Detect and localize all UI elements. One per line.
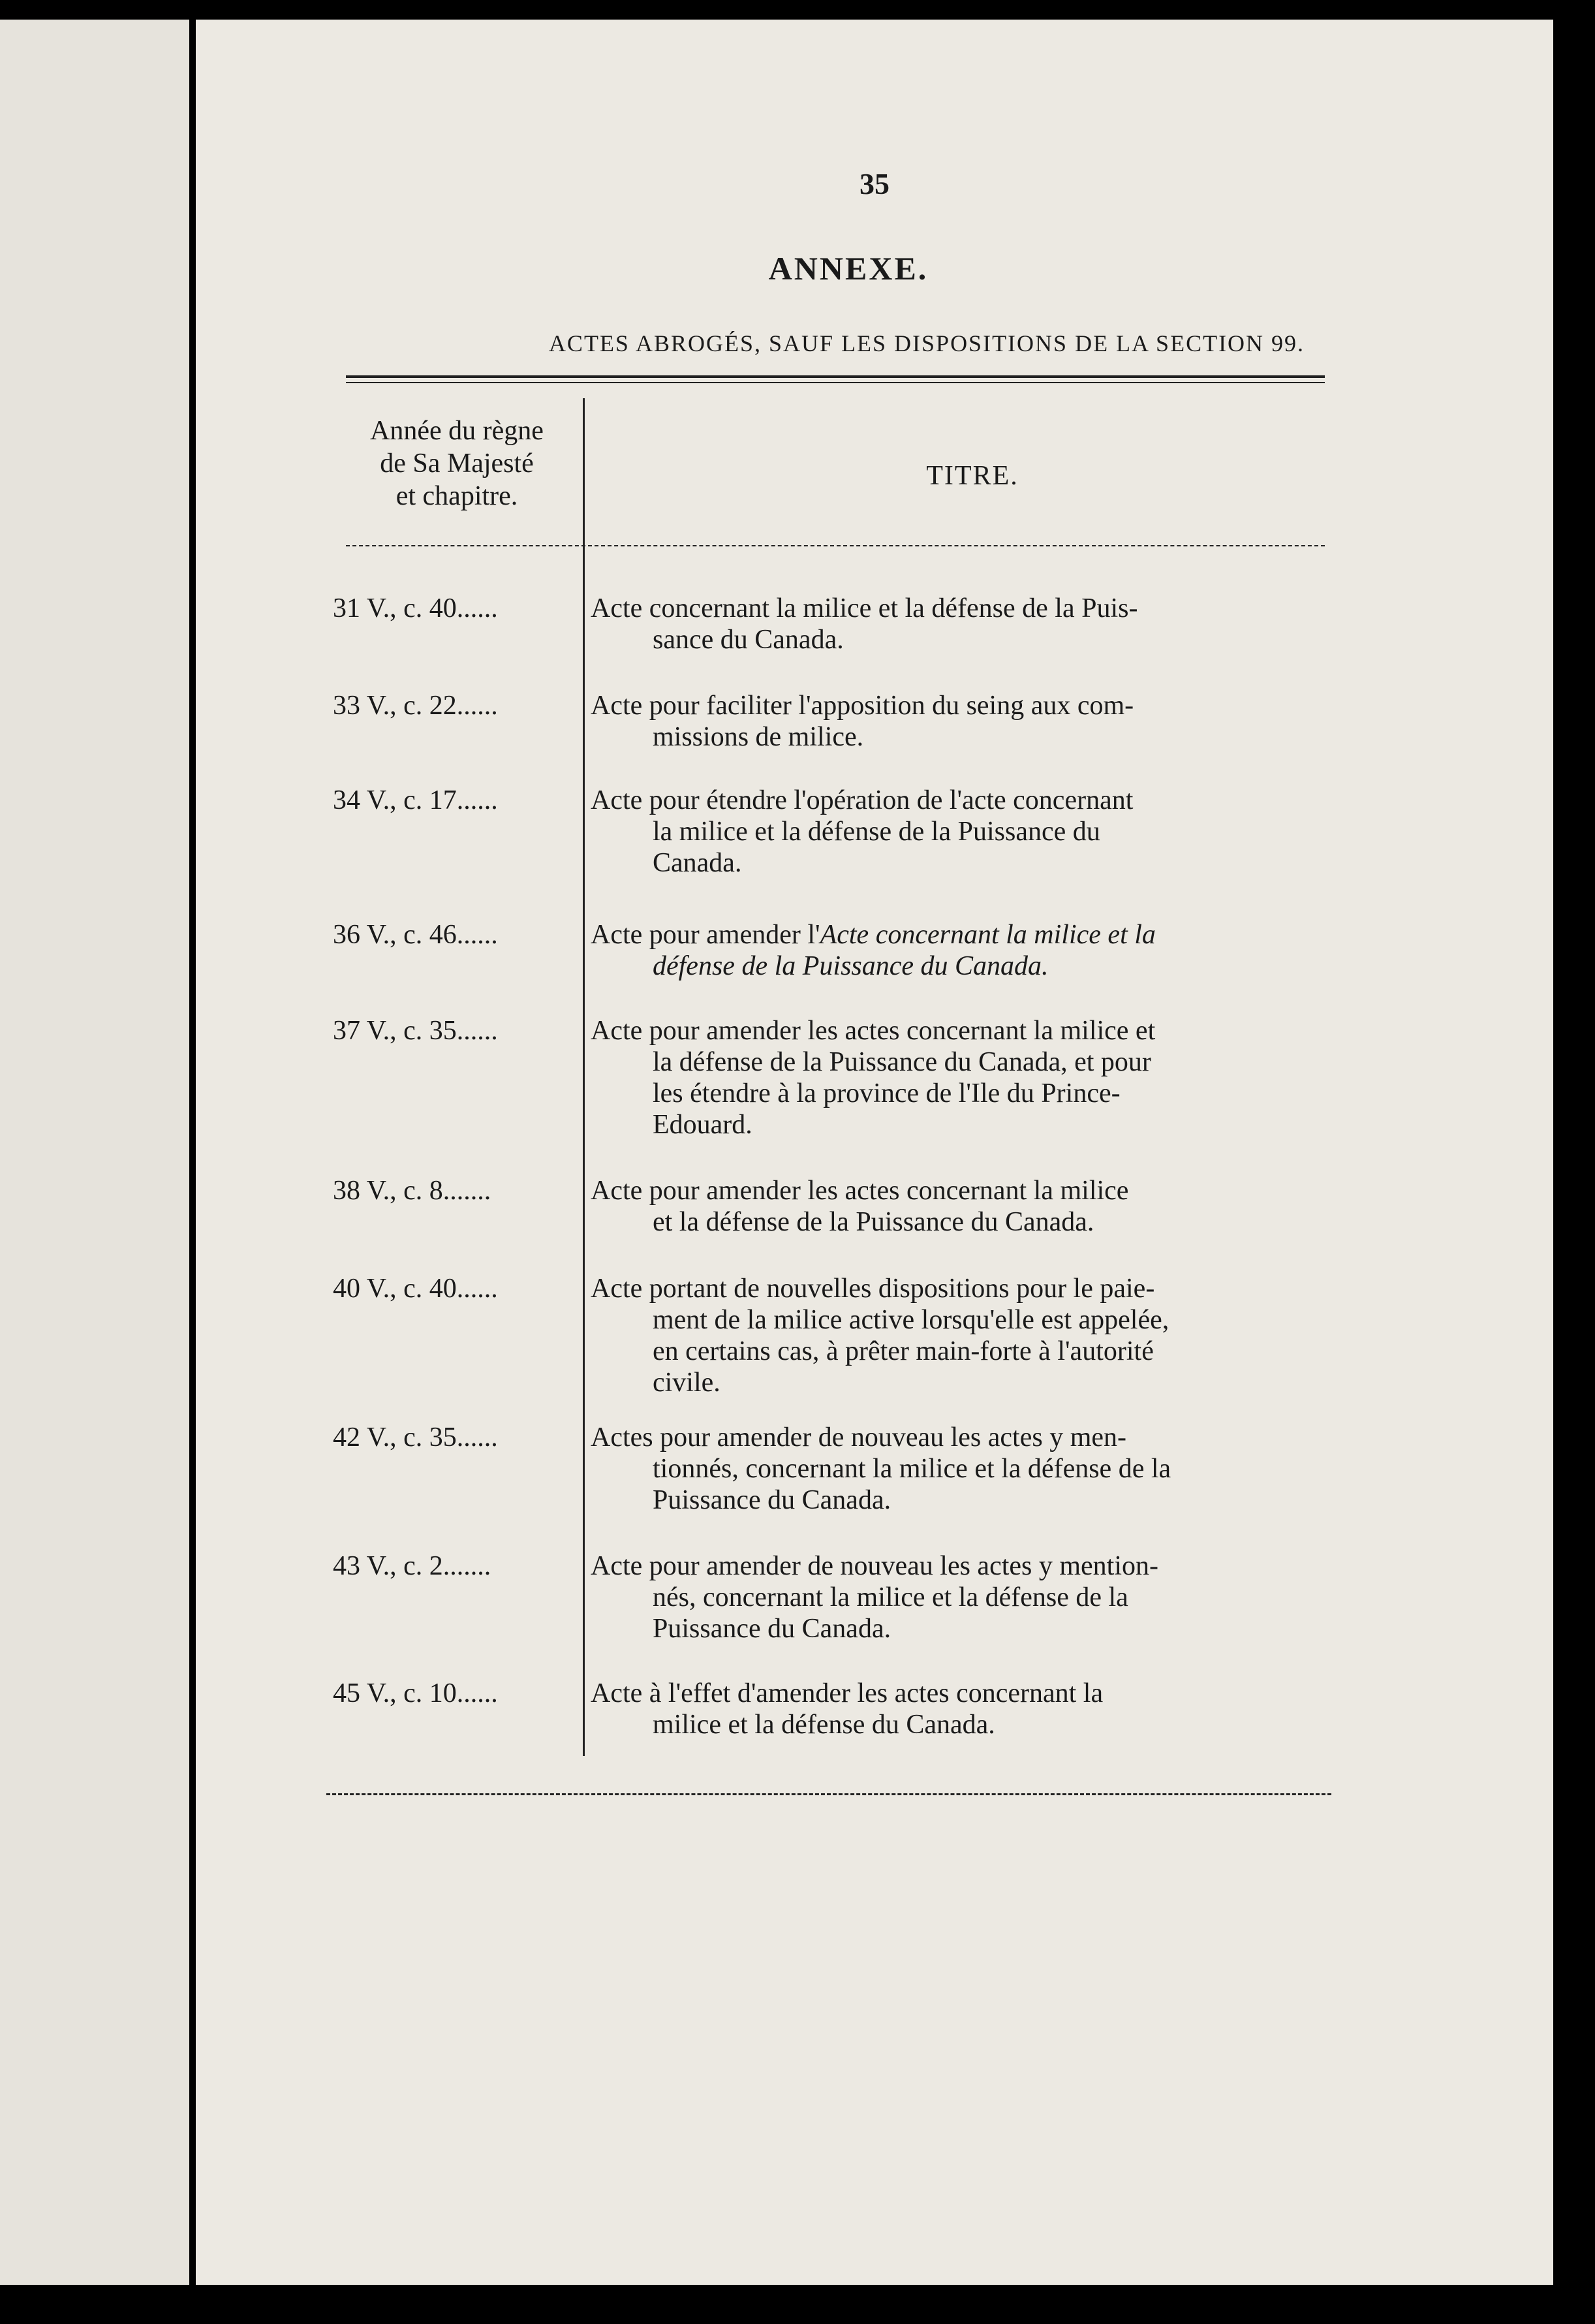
row-reference: 38 V., c. 8....... xyxy=(333,1176,491,1206)
row-reference: 42 V., c. 35...... xyxy=(333,1422,498,1452)
row-title: Acte pour amender de nouveau les actes y mention- nés, concernant la milice et la défense de la Puissance du Canada. xyxy=(591,1551,1159,1644)
row-reference: 40 V., c. 40...... xyxy=(333,1274,498,1304)
row-title: Acte concernant la milice et la défense de la Puis- sance du Canada. xyxy=(591,593,1138,655)
page-number: 35 xyxy=(859,167,890,200)
row-title: Acte pour amender l'Acte concernant la milice et la défense de la Puissance du Canada. xyxy=(591,920,1156,981)
section-subheading: ACTES ABROGÉS, SAUF LES DISPOSITIONS DE LA SECTION 99. xyxy=(548,330,1305,356)
row-reference: 34 V., c. 17...... xyxy=(333,785,498,815)
row-reference: 37 V., c. 35...... xyxy=(333,1016,498,1046)
page-title: ANNEXE. xyxy=(768,250,929,287)
row-title: Acte pour amender les actes concernant la milice et la défense de la Puissance du Canada, et pour les étendre à la province de l'Ile du Prince- Edouard. xyxy=(591,1016,1156,1140)
row-title: Acte pour amender les actes concernant la milice et la défense de la Puissance du Canada. xyxy=(591,1176,1129,1237)
row-reference: 45 V., c. 10...... xyxy=(333,1678,498,1708)
row-title: Acte à l'effet d'amender les actes concernant la milice et la défense du Canada. xyxy=(591,1678,1104,1740)
table-bottom-rule xyxy=(326,1793,1331,1795)
header-rule-double xyxy=(346,382,1325,383)
column-header-title: TITRE. xyxy=(926,461,1019,491)
row-title: Acte pour faciliter l'apposition du seing aux com- missions de milice. xyxy=(591,691,1134,752)
column-divider xyxy=(583,398,585,1756)
row-reference: 43 V., c. 2....... xyxy=(333,1551,491,1581)
row-title: Acte portant de nouvelles dispositions pour le paie- ment de la milice active lorsqu'elle est appelée, en certains cas, à prêter main-forte à l'autorité civile. xyxy=(591,1274,1169,1398)
row-reference: 36 V., c. 46...... xyxy=(333,920,498,950)
row-reference: 33 V., c. 22...... xyxy=(333,691,498,721)
row-title: Actes pour amender de nouveau les actes y men- tionnés, concernant la milice et la défense de la Puissance du Canada. xyxy=(591,1422,1171,1515)
row-title: Acte pour étendre l'opération de l'acte concernant la milice et la défense de la Puissance du Canada. xyxy=(591,785,1134,878)
facing-page-edge xyxy=(0,20,189,2285)
header-rule-top xyxy=(346,375,1325,378)
column-header-rule xyxy=(346,545,1325,546)
row-reference: 31 V., c. 40...... xyxy=(333,593,498,623)
column-header-year-chapter: Année du règne de Sa Majesté et chapitre. xyxy=(370,416,544,511)
document-page xyxy=(196,20,1553,2285)
